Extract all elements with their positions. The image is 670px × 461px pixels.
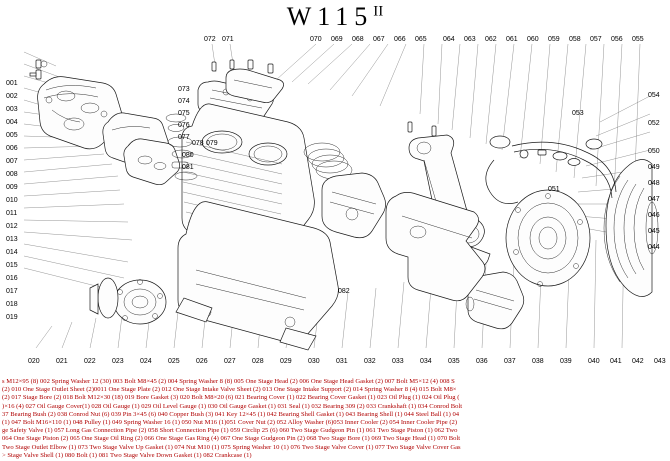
exploded-assembly-diagram <box>0 26 670 356</box>
callout-060: 060 <box>527 36 539 43</box>
callout-038: 038 <box>532 358 544 365</box>
parts-list-line: ge Safety Valve (1) 057 Long Gas Connection Pipe (2) 058 Short Connection Pipe (1) 059 Circlip 25 (6) 060 Two Stage Gudgeon Pin (1) 061 Two Stage Piston (1) 062 Two <box>2 427 458 435</box>
callout-082: 082 <box>338 288 350 295</box>
callout-062: 062 <box>485 36 497 43</box>
callout-002: 002 <box>6 93 18 100</box>
callout-029: 029 <box>280 358 292 365</box>
callout-063: 063 <box>464 36 476 43</box>
parts-list-line: )×16 (4) 027 Oil Gauge Cover(1) 028 Oil Gauge (1) 029 Oil Level Gauge (1) 030 Oil Gauge Gasket (1) 031 Seal (1) 032 Bearing 309 (2) 033 Crankshaft (1) 034 Conrod Bolt <box>2 402 463 410</box>
callout-055: 055 <box>632 36 644 43</box>
callout-059: 059 <box>548 36 560 43</box>
callout-032: 032 <box>364 358 376 365</box>
callout-053: 053 <box>572 110 584 117</box>
callout-056: 056 <box>611 36 623 43</box>
parts-list-line: Two Stage Outlet Elbow (1) 073 Two Stage Valve Up Gasket (1) 074 Nut M10 (1) 075 Spring Washer 10 (1) 076 Two Stage Valve Cover (1) 077 Two Stage Valve Cover Gas <box>2 443 461 451</box>
callout-077: 077 <box>178 134 190 141</box>
parts-list-line: (1) 047 Bolt M16×110 (1) 048 Pulley (1) 049 Spring Washer 16 (1) 050 Nut M16 (1)051 Cover Nut (2) 052 Alloy Washer (6)053 Inner Cooler (2) 054 Inner Cooler Pipe (2) <box>2 419 458 427</box>
callout-026: 026 <box>196 358 208 365</box>
callout-023: 023 <box>112 358 124 365</box>
callout-045: 045 <box>648 228 660 235</box>
callout-017: 017 <box>6 288 18 295</box>
callout-081: 081 <box>182 164 194 171</box>
callout-046: 046 <box>648 212 660 219</box>
callout-057: 057 <box>590 36 602 43</box>
callout-037: 037 <box>504 358 516 365</box>
callout-016: 016 <box>6 275 18 282</box>
callout-018: 018 <box>6 301 18 308</box>
callout-039: 039 <box>560 358 572 365</box>
parts-list-line: s M12×95 (8) 002 Spring Washer 12 (30) 003 Bolt M8×45 (2) 004 Spring Washer 8 (8) 005 One Stage Head (2) 006 One Stage Head Gasket (2) 007 Bolt M5×12 (4) 008 S <box>2 378 455 385</box>
callout-007: 007 <box>6 158 18 165</box>
callout-036: 036 <box>476 358 488 365</box>
callout-010: 010 <box>6 197 18 204</box>
callout-072: 072 <box>204 36 216 43</box>
callout-005: 005 <box>6 132 18 139</box>
callout-041: 041 <box>610 358 622 365</box>
callout-064: 064 <box>443 36 455 43</box>
callout-050: 050 <box>648 148 660 155</box>
callout-075: 075 <box>178 110 190 117</box>
callout-047: 047 <box>648 196 660 203</box>
callout-058: 058 <box>569 36 581 43</box>
callout-042: 042 <box>632 358 644 365</box>
callout-061: 061 <box>506 36 518 43</box>
callout-051: 051 <box>548 186 560 193</box>
callout-068: 068 <box>352 36 364 43</box>
callout-033: 033 <box>392 358 404 365</box>
callout-021: 021 <box>56 358 68 365</box>
callout-004: 004 <box>6 119 18 126</box>
callout-013: 013 <box>6 236 18 243</box>
callout-024: 024 <box>140 358 152 365</box>
callout-079: 079 <box>206 140 218 147</box>
callout-025: 025 <box>168 358 180 365</box>
callout-030: 030 <box>308 358 320 365</box>
callout-049: 049 <box>648 164 660 171</box>
callout-066: 066 <box>394 36 406 43</box>
callout-076: 076 <box>178 122 190 129</box>
callout-073: 073 <box>178 86 190 93</box>
callout-028: 028 <box>252 358 264 365</box>
callout-044: 044 <box>648 244 660 251</box>
callout-006: 006 <box>6 145 18 152</box>
callout-012: 012 <box>6 223 18 230</box>
callout-070: 070 <box>310 36 322 43</box>
callout-069: 069 <box>331 36 343 43</box>
callout-001: 001 <box>6 80 18 87</box>
page-title-main: W115 <box>286 2 374 31</box>
parts-list-line: 064 One Stage Piston (2) 065 One Stage Oil Ring (2) 066 One Stage Gas Ring (4) 067 One Stage Gudgeon Pin (2) 068 Two Stage Bore (1) 069 Two Stage Head (1) 070 Bolt <box>2 435 461 443</box>
callout-019: 019 <box>6 314 18 321</box>
callout-040: 040 <box>588 358 600 365</box>
callout-027: 027 <box>224 358 236 365</box>
callout-078: 078 <box>192 140 204 147</box>
callout-067: 067 <box>373 36 385 43</box>
callout-014: 014 <box>6 249 18 256</box>
parts-list-line: (2) 017 Stage Bore (2) 018 Bolt M12×30 (18) 019 Bore Gasket (3) 020 Bolt M8×20 (6) 021 Bearing Cover (1) 022 Bearing Cover Gasket (1) 023 Oil Plug (1) 024 Oil Plug ( <box>2 394 460 402</box>
callout-022: 022 <box>84 358 96 365</box>
callout-043: 043 <box>654 358 666 365</box>
parts-list <box>2 378 668 460</box>
callout-054: 054 <box>648 92 660 99</box>
callout-035: 035 <box>448 358 460 365</box>
callout-008: 008 <box>6 171 18 178</box>
parts-list-line: > Stage Valve Shell (1) 080 Bolt (1) 081 Two Stage Valve Down Gasket (1) 082 Crankcase (1) <box>2 451 252 459</box>
page-title-superscript: II <box>373 3 384 20</box>
parts-list-line: 37 Bearing Bush (2) 038 Conrod Nut (6) 039 Pin 3×45 (6) 040 Copper Bush (3) 041 Key 12×45 (1) 042 Bearing Shell Gasket (1) 043 Bearing Shell (1) 044 Steel Ball (1) 04 <box>2 410 460 418</box>
callout-003: 003 <box>6 106 18 113</box>
callout-009: 009 <box>6 184 18 191</box>
callout-015: 015 <box>6 262 18 269</box>
callout-020: 020 <box>28 358 40 365</box>
callout-071: 071 <box>222 36 234 43</box>
callout-052: 052 <box>648 120 660 127</box>
parts-list-line: (2) 010 One Stage Outlet Sheet (2)0011 One Stage Plate (2) 012 One Stage Intake Valve Sheet (2) 013 One Stage Intake Support (2) 014 Spring Washer 8 (4) 015 Bolt M8× <box>2 386 457 394</box>
callout-048: 048 <box>648 180 660 187</box>
callout-080: 080 <box>182 152 194 159</box>
callout-031: 031 <box>336 358 348 365</box>
callout-011: 011 <box>6 210 18 217</box>
callout-074: 074 <box>178 98 190 105</box>
callout-034: 034 <box>420 358 432 365</box>
callout-065: 065 <box>415 36 427 43</box>
